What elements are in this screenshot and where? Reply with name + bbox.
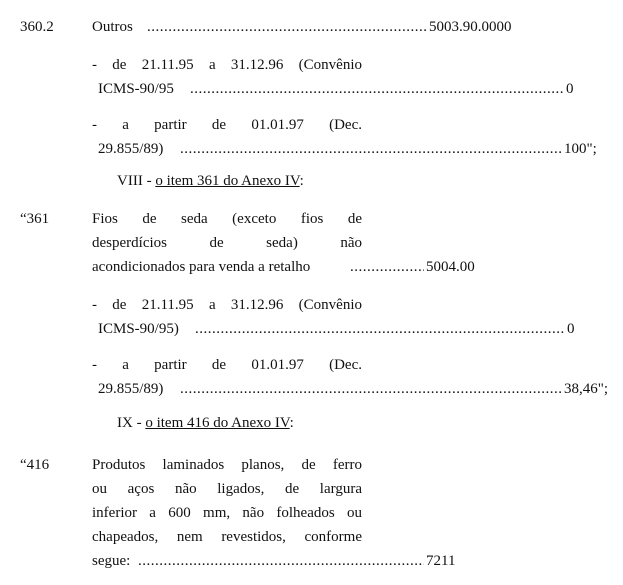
entry-from-date-line1: - a partir de 01.01.97 (Dec. (92, 357, 362, 373)
ncm-code-5003: 5003.90.0000 (429, 19, 512, 35)
ncm-code-5004: 5004.00 (426, 259, 475, 275)
item-number-360-2: 360.2 (20, 19, 54, 35)
leader-dots (180, 140, 562, 158)
leader-dots (147, 18, 427, 36)
section-label-ix: IX - o item 416 do Anexo IV: (117, 415, 294, 431)
item-description-line3: inferior a 600 mm, não folheados ou (92, 505, 362, 521)
entry-date-range-line1: - de 21.11.95 a 31.12.96 (Convênio (92, 57, 362, 73)
ncm-code-7211: 7211 (426, 553, 456, 569)
annex-item-link-361[interactable]: o item 361 do Anexo IV (155, 173, 300, 189)
entry-from-date-line1: - a partir de 01.01.97 (Dec. (92, 117, 362, 133)
section-label-viii: VIII - o item 361 do Anexo IV: (117, 173, 304, 189)
item-title-outros: Outros (92, 19, 133, 35)
entry-date-range-line2: ICMS-90/95 (98, 81, 174, 97)
leader-dots (195, 320, 565, 338)
rate-value: 0 (566, 81, 574, 97)
entry-date-range-line2: ICMS-90/95) (98, 321, 179, 337)
leader-dots (138, 552, 424, 570)
rate-value: 0 (567, 321, 575, 337)
item-description-line3: acondicionados para venda a retalho (92, 259, 311, 275)
item-description-line4: chapeados, nem revestidos, conforme (92, 529, 362, 545)
item-description-line2: desperdícios de seda) não (92, 235, 362, 251)
entry-from-date-line2: 29.855/89) (98, 141, 164, 157)
item-description-line5: segue: (92, 553, 131, 569)
item-description-line2: ou aços não ligados, de largura (92, 481, 362, 497)
leader-dots (180, 380, 562, 398)
item-number-361: “361 (20, 211, 50, 227)
leader-dots (190, 80, 564, 98)
leader-dots (350, 258, 424, 276)
entry-from-date-line2: 29.855/89) (98, 381, 164, 397)
item-description-line1: Fios de seda (exceto fios de (92, 211, 362, 227)
rate-value: 38,46"; (564, 381, 609, 397)
annex-item-link-416[interactable]: o item 416 do Anexo IV (145, 415, 290, 431)
item-number-416: “416 (20, 457, 50, 473)
item-description-line1: Produtos laminados planos, de ferro (92, 457, 362, 473)
rate-value: 100"; (564, 141, 597, 157)
entry-date-range-line1: - de 21.11.95 a 31.12.96 (Convênio (92, 297, 362, 313)
